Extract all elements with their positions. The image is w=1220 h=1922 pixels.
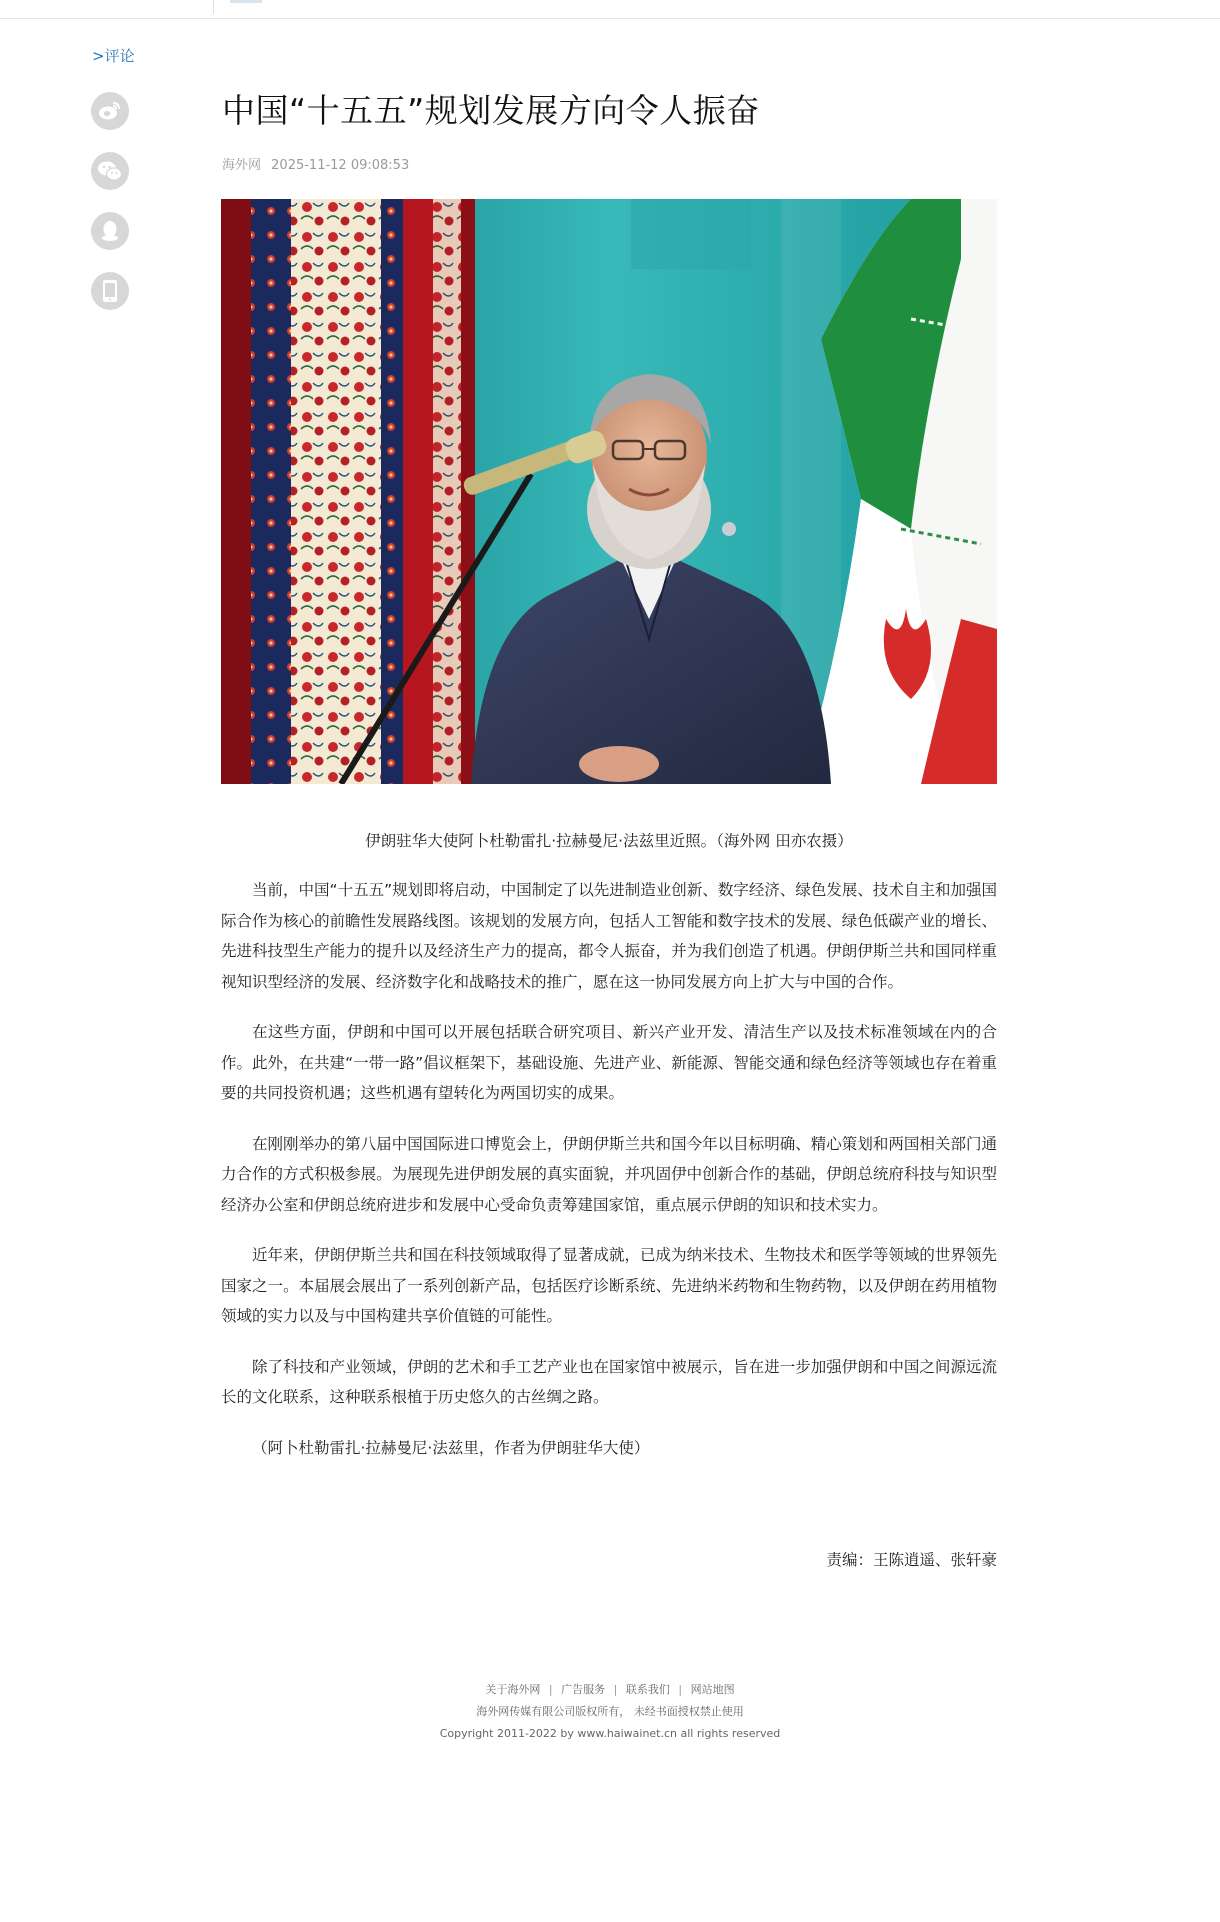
nav-divider bbox=[213, 0, 214, 14]
share-qq-button[interactable] bbox=[91, 212, 129, 250]
page-footer bbox=[0, 1679, 1220, 1745]
paragraph-5: 除了科技和产业领域，伊朗的艺术和手工艺产业也在国家馆中被展示，旨在进一步加强伊朗和中国之间源远流长的文化联系，这种联系根植于历史悠久的古丝绸之路。 bbox=[221, 1357, 997, 1406]
author-note: （阿卜杜勒雷扎·拉赫曼尼·法兹里，作者为伊朗驻华大使） bbox=[252, 1438, 650, 1457]
weibo-icon bbox=[98, 101, 122, 121]
footer-copyright-en: Copyright 2011-2022 by www.haiwainet.cn all rights reserved bbox=[439, 1727, 781, 1740]
article-meta bbox=[222, 154, 409, 173]
article-source: 海外网 bbox=[222, 158, 262, 173]
photo-caption: 伊朗驻华大使阿卜杜勒雷扎·拉赫曼尼·法兹里近照。（海外网 田亦农摄） bbox=[365, 832, 853, 850]
comment-link[interactable]: >评论 bbox=[92, 47, 135, 65]
article-photo bbox=[221, 199, 997, 784]
share-wechat-button[interactable] bbox=[91, 152, 129, 190]
footer-separator: | bbox=[678, 1683, 683, 1696]
share-weibo-button[interactable] bbox=[91, 92, 129, 130]
footer-separator: | bbox=[613, 1683, 618, 1696]
paragraph-2: 在这些方面，伊朗和中国可以开展包括联合研究项目、新兴产业开发、清洁生产以及技术标准领域在内的合作。此外，在共建“一带一路”倡议框架下，基础设施、先进产业、新能源、智能交通和绿色经济等领域也存在着重要的共同投资机遇；这些机遇有望转化为两国切实的成果。 bbox=[221, 1023, 997, 1102]
share-mobile-button[interactable] bbox=[91, 272, 129, 310]
paragraph-4: 近年来，伊朗伊斯兰共和国在科技领域取得了显著成就，已成为纳米技术、生物技术和医学等领域的世界领先国家之一。本届展会展出了一系列创新产品，包括医疗诊断系统、先进纳米药物和生物药物，以及伊朗在药用植物领域的实力以及与中国构建共享价值链的可能性。 bbox=[221, 1246, 997, 1325]
footer-link-contact[interactable]: 联系我们 bbox=[625, 1683, 670, 1696]
footer-link-ads[interactable]: 广告服务 bbox=[561, 1683, 606, 1696]
mobile-icon bbox=[102, 279, 118, 303]
article-title: 中国“十五五”规划发展方向令人振奋 bbox=[222, 91, 760, 130]
editor-credit: 责编：王陈逍遥、张轩豪 bbox=[826, 1551, 997, 1569]
wechat-icon bbox=[97, 160, 123, 182]
top-nav-bar bbox=[0, 0, 1220, 19]
qq-icon bbox=[100, 220, 120, 242]
footer-links bbox=[0, 1679, 1220, 1701]
nav-active-indicator bbox=[230, 0, 262, 3]
article-datetime: 2025-11-12 09:08:53 bbox=[271, 158, 410, 173]
footer-separator: | bbox=[548, 1683, 553, 1696]
article-body bbox=[221, 875, 997, 1483]
footer-link-about[interactable]: 关于海外网 bbox=[485, 1683, 541, 1696]
paragraph-1: 当前，中国“十五五”规划即将启动，中国制定了以先进制造业创新、数字经济、绿色发展、技术自主和加强国际合作为核心的前瞻性发展路线图。该规划的发展方向，包括人工智能和数字技术的发展、绿色低碳产业的增长、先进科技型生产能力的提升以及经济生产力的提高，都令人振奋，并为我们创造了机遇。伊朗伊斯兰共和国同样重视知识型经济的发展、经济数字化和战略技术的推广，愿在这一协同发展方向上扩大与中国的合作。 bbox=[221, 881, 997, 991]
paragraph-3: 在刚刚举办的第八届中国国际进口博览会上，伊朗伊斯兰共和国今年以目标明确、精心策划和两国相关部门通力合作的方式积极参展。为展现先进伊朗发展的真实面貌，并巩固伊中创新合作的基础，伊朗总统府科技与知识型经济办公室和伊朗总统府进步和发展中心受命负责筹建国家馆，重点展示伊朗的知识和技术实力。 bbox=[221, 1134, 997, 1214]
footer-link-sitemap[interactable]: 网站地图 bbox=[690, 1683, 735, 1696]
footer-copyright-cn: 海外网传媒有限公司版权所有， 未经书面授权禁止使用 bbox=[476, 1705, 744, 1718]
